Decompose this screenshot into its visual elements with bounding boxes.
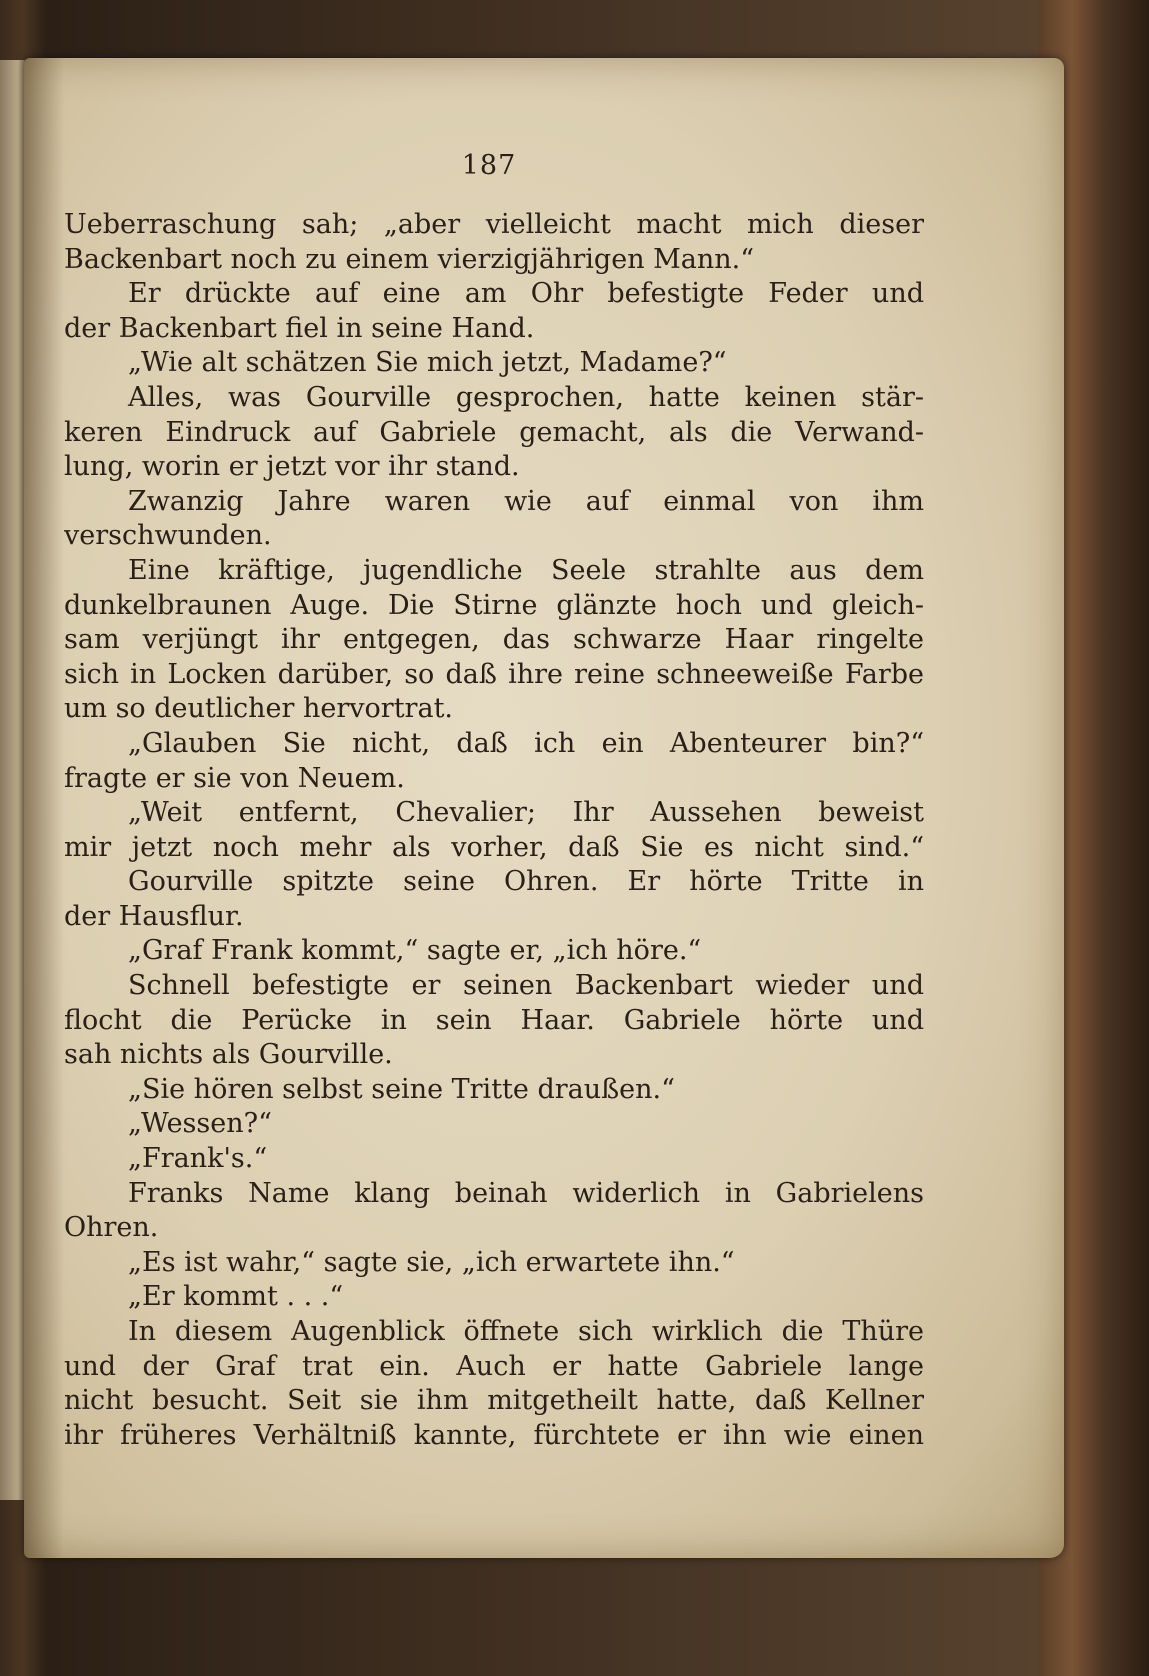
text-line: um so deutlicher hervortrat. (64, 693, 453, 725)
text-line: verschwunden. (64, 520, 272, 552)
text-line: lung, worin er jetzt vor ihr stand. (64, 451, 520, 483)
text-line: „Wie alt schätzen Sie mich jetzt, Madame?“ (128, 347, 727, 379)
page-number: 187 (461, 150, 517, 181)
text-line: sam verjüngt ihr entgegen, das schwarze Haar ringelte (64, 624, 924, 656)
text-line: Ohren. (64, 1212, 159, 1244)
text-line: Eine kräftige, jugendliche Seele strahlte aus dem (128, 554, 924, 586)
text-line: Gourville spitzte seine Ohren. Er hörte Tritte in (128, 866, 924, 898)
text-line: Schnell befestigte er seinen Backenbart wieder und (128, 970, 924, 1002)
text-line: mir jetzt noch mehr als vorher, daß Sie es nicht sind.“ (64, 831, 924, 863)
text-line: fragte er sie von Neuem. (64, 762, 405, 794)
text-line: „Frank's.“ (128, 1143, 268, 1175)
text-line: Backenbart noch zu einem vierzigjährigen Mann.“ (64, 243, 755, 275)
page-text (64, 208, 924, 1453)
text-line: Ueberraschung sah; „aber vielleicht macht mich dieser (64, 209, 924, 240)
text-line: Zwanzig Jahre waren wie auf einmal von ihm (128, 485, 924, 517)
page-gutter-shadow (24, 58, 64, 1558)
text-line: Alles, was Gourville gesprochen, hatte keinen stär- (128, 381, 924, 413)
text-line: „Weit entfernt, Chevalier; Ihr Aussehen beweist (128, 797, 924, 829)
text-line: „Wessen?“ (128, 1108, 272, 1140)
text-line: sah nichts als Gourville. (64, 1039, 393, 1071)
text-line: flocht die Perücke in sein Haar. Gabriele hörte und (64, 1004, 924, 1036)
text-line: „Er kommt . . .“ (128, 1281, 344, 1313)
book-page (24, 58, 1064, 1558)
text-line: „Glauben Sie nicht, daß ich ein Abenteurer bin?“ (128, 727, 924, 759)
text-line: Er drückte auf eine am Ohr befestigte Feder und (128, 278, 924, 310)
text-line: keren Eindruck auf Gabriele gemacht, als die Verwand- (64, 416, 924, 448)
text-line: „Sie hören selbst seine Tritte draußen.“ (128, 1073, 675, 1105)
text-line: der Hausflur. (64, 900, 244, 932)
text-line: dunkelbraunen Auge. Die Stirne glänzte hoch und gleich- (64, 589, 924, 621)
text-line: und der Graf trat ein. Auch er hatte Gabriele lange (64, 1350, 924, 1382)
text-line: „Graf Frank kommt,“ sagte er, „ich höre.“ (128, 935, 702, 967)
text-line: sich in Locken darüber, so daß ihre reine schneeweiße Farbe (64, 658, 924, 690)
text-line: „Es ist wahr,“ sagte sie, „ich erwartete ihn.“ (128, 1246, 735, 1278)
text-line: der Backenbart fiel in seine Hand. (64, 312, 535, 344)
text-line: ihr früheres Verhältniß kannte, fürchtete er ihn wie einen (64, 1419, 924, 1451)
text-line: In diesem Augenblick öffnete sich wirklich die Thüre (128, 1316, 924, 1347)
text-line: Franks Name klang beinah widerlich in Gabrielens (128, 1177, 924, 1209)
text-line: nicht besucht. Seit sie ihm mitgetheilt hatte, daß Kellner (64, 1385, 924, 1417)
